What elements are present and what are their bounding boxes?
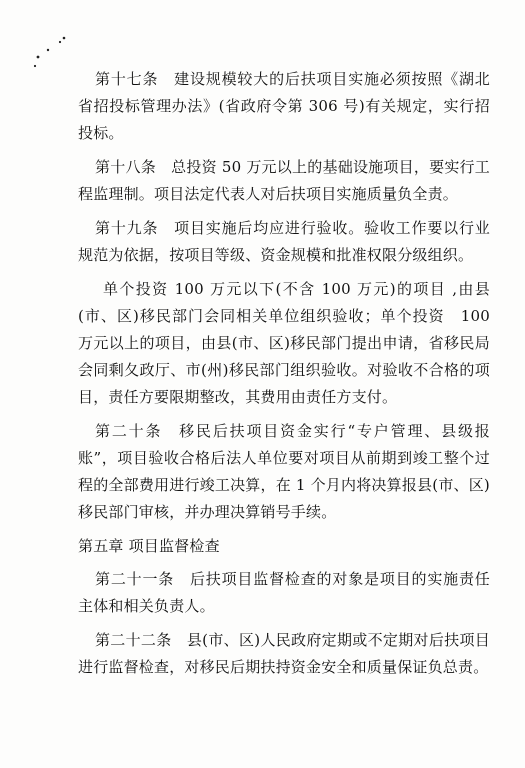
article-19: 第十九条 项目实施后均应进行验收。验收工作要以行业规范为依据，按项目等级、资金规模和批准权限分级组织。 xyxy=(78,219,490,264)
article-19-acceptance: 单个投资 100 万元以下(不含 100 万元)的项目 ,由县(市、区)移民部门会同相关单位组织验收；单个投资 100 万元以上的项目，由县(市、区)移民部门提出申请，省移民局会同剩夂政厅、市(州)移民部门组织验收。对验收不合格的项目，责任方要限期整改，其费用由责任方支付。 xyxy=(78,280,506,406)
article-18: 第十八条 总投资 50 万元以上的基础设施项目，要实行工程监理制。项目法定代表人对后扶项目实施质量负全责。 xyxy=(78,158,490,203)
article-22: 第二十二条 县(市、区)人民政府定期或不定期对后扶项目进行监督检查，对移民后期扶持资金安全和质量保证负总责。 xyxy=(78,631,490,676)
article-20: 第二十条 移民后扶项目资金实行“专户管理、县级报账”，项目验收合格后法人单位要对项目从前期到竣工整个过程的全部费用进行竣工决算，在 1 个月内将决算报县(市、区)移民部门审核，并办理决算销号手续。 xyxy=(78,422,490,521)
scan-specks xyxy=(30,30,80,70)
article-21: 第二十一条 后扶项目监督检查的对象是项目的实施责任主体和相关负责人。 xyxy=(78,570,490,615)
chapter-heading: 第五章 项目监督检查 xyxy=(78,537,220,555)
article-17: 第十七条 建设规模较大的后扶项目实施必须按照《湖北省招投标管理办法》(省政府令第 306 号)有关规定，实行招投标。 xyxy=(78,70,490,142)
document-body xyxy=(78,66,506,688)
